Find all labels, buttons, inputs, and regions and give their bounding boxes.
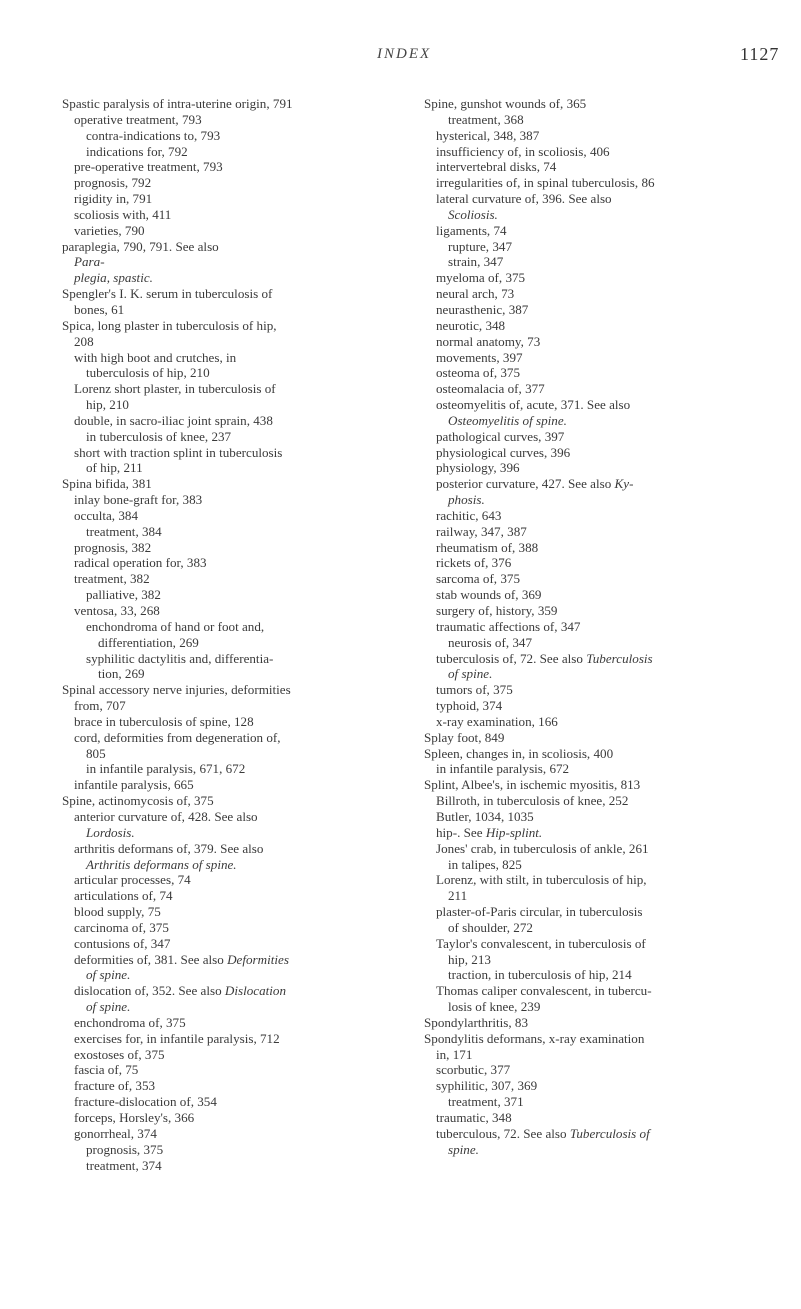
index-entry-text: treatment, 382 (74, 571, 150, 587)
index-entry (62, 682, 368, 698)
index-entry (424, 619, 734, 635)
index-entry (62, 936, 368, 952)
index-entry-text: fascia of, 75 (74, 1062, 139, 1078)
index-entry-text: Thomas caliper convalescent, in tubercu- (436, 983, 652, 999)
index-entry-text: osteomyelitis of, acute, 371. See also (436, 397, 631, 413)
index-entry (62, 476, 368, 492)
index-entry-text: forceps, Horsley's, 366 (74, 1110, 195, 1125)
index-entry (62, 571, 368, 587)
index-entry (424, 492, 734, 508)
index-entry (424, 1047, 734, 1063)
index-entry (424, 128, 734, 144)
index-entry-text: neurosis of, 347 (448, 634, 533, 650)
index-entry (62, 254, 368, 270)
index-entry-text: blood supply, 75 (74, 904, 161, 920)
index-entry-text: stab wounds of, 369 (436, 587, 542, 603)
index-entry-text: fracture of, 353 (74, 1078, 156, 1094)
index-entry-text: arthritis deformans of, 379. See also (74, 840, 264, 856)
index-entry-text: double, in sacro-iliac joint sprain, 438 (74, 412, 273, 428)
index-entry (424, 175, 734, 191)
index-entry (424, 144, 734, 160)
index-entry-text: scorbutic, 377 (436, 1062, 511, 1078)
index-entry (424, 1126, 734, 1142)
index-entry-text: exercises for, in infantile paralysis, 712 (74, 1030, 280, 1046)
index-entry (62, 96, 368, 112)
index-entry (424, 904, 734, 920)
index-entry-text: treatment, 368 (448, 111, 524, 127)
index-entry (424, 571, 734, 587)
index-entry (424, 1062, 734, 1078)
index-entry (62, 920, 368, 936)
index-entry-text: dislocation of, 352. See also (74, 983, 225, 999)
index-entry (62, 1110, 368, 1126)
index-entry (424, 397, 734, 413)
index-entry (424, 555, 734, 571)
index-entry-reference: Tuberculosis (586, 650, 653, 666)
index-entry (62, 904, 368, 920)
index-entry-text: syphilitic dactylitis and, differentia- (86, 650, 274, 666)
index-entry (62, 159, 368, 175)
index-entry-text: Jones' crab, in tuberculosis of ankle, 261 (436, 840, 649, 856)
index-entry (424, 318, 734, 334)
index-entry (424, 952, 734, 968)
index-entry (62, 1094, 368, 1110)
index-entry-reference: phosis. (448, 492, 485, 508)
index-entry-reference: Para- (74, 254, 105, 270)
index-entry-text: rigidity in, 791 (74, 191, 153, 207)
index-entry (424, 872, 734, 888)
index-entry (62, 714, 368, 730)
index-entry (62, 318, 368, 334)
index-entry (424, 223, 734, 239)
index-entry (62, 223, 368, 239)
index-entry-text: prognosis, 375 (86, 1141, 164, 1157)
index-entry-text: physiological curves, 396 (436, 444, 571, 460)
index-entry (424, 96, 734, 112)
index-entry-reference: Tuberculosis of (569, 1125, 650, 1141)
index-entry (424, 730, 734, 746)
index-entry-text: occulta, 384 (74, 507, 138, 523)
index-entry-reference: Scoliosis. (448, 206, 498, 222)
index-entry-text: rheumatism of, 388 (436, 539, 539, 555)
index-entry (62, 334, 368, 350)
index-entry-text: in infantile paralysis, 672 (436, 761, 570, 777)
index-column-left (62, 96, 368, 1173)
index-entry (424, 191, 734, 207)
index-entry (424, 587, 734, 603)
index-entry-text: exostoses of, 375 (74, 1046, 165, 1062)
index-entry-reference: Lordosis. (86, 824, 135, 840)
index-entry (62, 207, 368, 223)
index-entry-text: posterior curvature, 427. See also (436, 476, 615, 492)
index-entry (62, 413, 368, 429)
index-entry (424, 841, 734, 857)
index-entry-text: Spinal accessory nerve injuries, deformities (62, 682, 291, 698)
index-entry (424, 682, 734, 698)
index-entry (424, 429, 734, 445)
index-entry (62, 445, 368, 461)
index-entry (62, 492, 368, 508)
index-entry (62, 144, 368, 160)
index-entry (424, 714, 734, 730)
index-entry-text: indications for, 792 (86, 143, 188, 159)
index-entry (424, 651, 734, 667)
index-entry-text: syphilitic, 307, 369 (436, 1078, 538, 1094)
index-entry (62, 967, 368, 983)
index-entry-text: hip-. See (436, 824, 486, 840)
index-entry-text: operative treatment, 793 (74, 111, 202, 127)
index-entry (62, 191, 368, 207)
index-entry-text: insufficiency of, in scoliosis, 406 (436, 143, 610, 159)
index-entry-reference: of spine. (86, 967, 131, 983)
index-entry-text: scoliosis with, 411 (74, 206, 172, 222)
index-entry (62, 397, 368, 413)
index-entry (424, 999, 734, 1015)
index-entry-text: Spondylarthritis, 83 (424, 1014, 529, 1030)
index-entry (424, 761, 734, 777)
index-entry-text: treatment, 374 (86, 1157, 162, 1173)
index-entry (424, 857, 734, 873)
index-entry (62, 983, 368, 999)
index-entry (424, 445, 734, 461)
index-entry-text: contusions of, 347 (74, 935, 171, 951)
index-entry-text: treatment, 384 (86, 523, 162, 539)
index-entry (424, 746, 734, 762)
index-entry-text: prognosis, 792 (74, 175, 152, 191)
index-entry (62, 746, 368, 762)
index-entry (424, 1031, 734, 1047)
index-entry-text: in talipes, 825 (448, 856, 522, 872)
index-entry-text: varieties, 790 (74, 222, 145, 238)
index-entry-text: irregularities of, in spinal tuberculosis, 86 (436, 175, 655, 191)
index-entry (62, 286, 368, 302)
index-entry (62, 635, 368, 651)
index-entry-text: Splint, Albee's, in ischemic myositis, 813 (424, 777, 641, 793)
index-entry-text: ligaments, 74 (436, 222, 507, 238)
index-entry (424, 635, 734, 651)
index-entry (62, 857, 368, 873)
index-entry-text: Taylor's convalescent, in tuberculosis of (436, 935, 646, 951)
index-entry-text: palliative, 382 (86, 587, 161, 603)
index-entry (62, 999, 368, 1015)
index-entry-text: Spine, gunshot wounds of, 365 (424, 96, 587, 111)
index-entry-text: articular processes, 74 (74, 872, 191, 888)
index-entry-text: strain, 347 (448, 254, 504, 270)
index-entry-reference: Deformities (227, 951, 289, 967)
index-entry-text: Spondylitis deformans, x-ray examination (424, 1030, 645, 1046)
index-entry-text: bones, 61 (74, 301, 125, 317)
index-entry (424, 508, 734, 524)
index-entry-text: from, 707 (74, 698, 126, 714)
index-entry (424, 239, 734, 255)
index-entry (424, 936, 734, 952)
index-entry-text: infantile paralysis, 665 (74, 777, 194, 793)
index-entry (424, 460, 734, 476)
index-entry-text: radical operation for, 383 (74, 555, 207, 571)
index-entry-text: hip, 210 (86, 397, 129, 413)
index-entry-text: tion, 269 (98, 666, 145, 682)
index-entry-text: in, 171 (436, 1046, 473, 1062)
index-entry (62, 651, 368, 667)
index-entry (62, 175, 368, 191)
index-entry-text: neurasthenic, 387 (436, 301, 529, 317)
index-entry (62, 1158, 368, 1174)
index-entry (424, 967, 734, 983)
index-entry (424, 1142, 734, 1158)
index-entry (62, 350, 368, 366)
index-entry (62, 730, 368, 746)
index-entry (424, 381, 734, 397)
index-entry (424, 920, 734, 936)
index-entry-text: losis of knee, 239 (448, 999, 541, 1015)
index-entry-text: typhoid, 374 (436, 698, 503, 714)
index-entry-text: prognosis, 382 (74, 539, 152, 555)
index-entry (62, 825, 368, 841)
index-entry-text: articulations of, 74 (74, 888, 173, 904)
index-entry-text: Butler, 1034, 1035 (436, 808, 534, 824)
index-entry-text: Spleen, changes in, in scoliosis, 400 (424, 745, 614, 761)
index-entry (62, 603, 368, 619)
index-entry-text: x-ray examination, 166 (436, 713, 558, 729)
index-entry-text: pathological curves, 397 (436, 428, 565, 444)
index-entry (62, 841, 368, 857)
index-entry-text: paraplegia, 790, 791. See also (62, 238, 222, 254)
index-entry-text: treatment, 371 (448, 1094, 524, 1110)
index-entry-text: in infantile paralysis, 671, 672 (86, 761, 246, 777)
index-entry (62, 666, 368, 682)
index-entry-text: Spica, long plaster in tuberculosis of hip, (62, 317, 277, 333)
index-entry (62, 540, 368, 556)
index-entry-text: 211 (448, 888, 468, 904)
index-column-right (424, 96, 734, 1158)
index-entry-text: rupture, 347 (448, 238, 512, 254)
index-entry-text: tumors of, 375 (436, 682, 513, 698)
index-entry-text: Billroth, in tuberculosis of knee, 252 (436, 793, 629, 809)
index-entry-text: Splay foot, 849 (424, 729, 505, 745)
index-entry-reference: of spine. (448, 666, 493, 682)
index-entry (62, 1015, 368, 1031)
index-entry (62, 302, 368, 318)
index-entry-text: neural arch, 73 (436, 286, 515, 302)
index-entry (424, 698, 734, 714)
index-entry (424, 286, 734, 302)
index-entry-reference: Dislocation (224, 983, 287, 999)
index-entry (424, 524, 734, 540)
index-entry (62, 128, 368, 144)
index-entry (62, 1126, 368, 1142)
index-entry-text: plaster-of-Paris circular, in tuberculosis (436, 904, 643, 920)
index-entry (424, 334, 734, 350)
index-entry (62, 793, 368, 809)
index-entry-text: osteomalacia of, 377 (436, 381, 545, 397)
index-entry (424, 983, 734, 999)
index-entry (424, 1015, 734, 1031)
index-entry (62, 524, 368, 540)
index-entry-text: enchondroma of, 375 (74, 1014, 186, 1030)
index-entry-text: fracture-dislocation of, 354 (74, 1094, 217, 1110)
index-entry (62, 555, 368, 571)
index-entry-text: neurotic, 348 (436, 317, 506, 333)
index-entry-text: of shoulder, 272 (448, 919, 533, 935)
index-entry-text: osteoma of, 375 (436, 365, 521, 381)
running-head: INDEX (377, 46, 432, 62)
index-entry (62, 809, 368, 825)
index-entry-text: short with traction splint in tuberculosis (74, 444, 283, 460)
index-entry-text: lateral curvature of, 396. See also (436, 191, 612, 207)
index-entry (424, 825, 734, 841)
index-entry (424, 112, 734, 128)
index-entry (62, 888, 368, 904)
index-entry (62, 1142, 368, 1158)
index-entry (62, 239, 368, 255)
index-entry-reference: plegia, spastic. (74, 270, 153, 286)
index-entry-text: traumatic affections of, 347 (436, 618, 581, 634)
index-entry-text: in tuberculosis of knee, 237 (86, 428, 232, 444)
index-entry-text: Spina bifida, 381 (62, 476, 152, 492)
index-entry (62, 508, 368, 524)
index-entry (62, 698, 368, 714)
index-entry-text: sarcoma of, 375 (436, 571, 520, 587)
index-entry-text: enchondroma of hand or foot and, (86, 618, 265, 634)
index-entry-reference: spine. (448, 1141, 479, 1157)
index-entry-text: inlay bone-graft for, 383 (74, 492, 203, 508)
index-entry-text: tuberculosis of hip, 210 (86, 365, 210, 381)
index-entry (424, 809, 734, 825)
index-entry-text: 208 (74, 333, 94, 349)
index-entry-text: of hip, 211 (86, 460, 143, 476)
index-entry-text: hysterical, 348, 387 (436, 127, 540, 143)
index-entry (62, 381, 368, 397)
index-entry (424, 413, 734, 429)
index-entry (62, 761, 368, 777)
index-entry (424, 302, 734, 318)
index-entry (62, 270, 368, 286)
index-entry (424, 350, 734, 366)
index-entry-text: with high boot and crutches, in (74, 349, 237, 365)
index-entry-text: ventosa, 33, 268 (74, 603, 160, 618)
index-entry-text: gonorrheal, 374 (74, 1125, 157, 1141)
index-entry-text: tuberculosis of, 72. See also (436, 650, 587, 666)
index-entry-reference: Ky- (614, 476, 634, 492)
index-entry (424, 603, 734, 619)
index-entry-reference: of spine. (86, 999, 131, 1015)
index-entry (424, 270, 734, 286)
index-entry-reference: Hip-splint. (485, 824, 543, 840)
index-entry (424, 254, 734, 270)
index-entry (62, 1062, 368, 1078)
index-entry-text: traumatic, 348 (436, 1110, 512, 1125)
index-entry-reference: Osteomyelitis of spine. (448, 412, 567, 428)
index-entry (424, 1094, 734, 1110)
index-entry-text: pre-operative treatment, 793 (74, 159, 223, 175)
index-entry (424, 159, 734, 175)
index-entry-text: Spengler's I. K. serum in tuberculosis of (62, 286, 273, 302)
index-entry-text: brace in tuberculosis of spine, 128 (74, 713, 254, 729)
index-entry-text: movements, 397 (436, 349, 523, 365)
index-entry-text: Spastic paralysis of intra-uterine origin, 791 (62, 96, 293, 111)
index-entry (62, 112, 368, 128)
index-entry-text: traction, in tuberculosis of hip, 214 (448, 967, 632, 983)
index-entry-text: myeloma of, 375 (436, 270, 526, 286)
index-entry-text: Lorenz, with stilt, in tuberculosis of hip, (436, 872, 647, 888)
index-entry-text: Spine, actinomycosis of, 375 (62, 793, 214, 809)
index-entry-text: Lorenz short plaster, in tuberculosis of (74, 381, 276, 397)
index-entry-text: 805 (86, 745, 106, 761)
index-entry (62, 872, 368, 888)
index-entry (424, 1110, 734, 1126)
index-entry (62, 1031, 368, 1047)
index-entry (424, 207, 734, 223)
page-number: 1127 (740, 44, 780, 64)
index-entry-reference: Arthritis deformans of spine. (86, 856, 237, 872)
index-entry (424, 1078, 734, 1094)
index-entry (424, 666, 734, 682)
index-entry-text: tuberculous, 72. See also (436, 1125, 570, 1141)
index-entry (62, 365, 368, 381)
index-entry-text: anterior curvature of, 428. See also (74, 808, 258, 824)
index-entry (424, 793, 734, 809)
index-entry (62, 1047, 368, 1063)
index-entry (62, 619, 368, 635)
index-entry (424, 777, 734, 793)
index-entry-text: physiology, 396 (436, 460, 520, 476)
index-entry-text: railway, 347, 387 (436, 523, 527, 539)
index-entry-text: cord, deformities from degeneration of, (74, 729, 281, 745)
index-entry-text: contra-indications to, 793 (86, 127, 221, 143)
index-entry-text: rickets of, 376 (436, 555, 512, 571)
index-entry-text: hip, 213 (448, 951, 491, 967)
index-entry-text: differentiation, 269 (98, 634, 199, 650)
index-entry (62, 587, 368, 603)
index-entry (424, 365, 734, 381)
index-entry (62, 777, 368, 793)
index-entry (424, 540, 734, 556)
index-entry-text: carcinoma of, 375 (74, 919, 169, 935)
index-entry-text: rachitic, 643 (436, 507, 502, 523)
index-entry-text: surgery of, history, 359 (436, 603, 558, 618)
index-entry (62, 460, 368, 476)
index-entry-text: deformities of, 381. See also (74, 951, 228, 967)
index-entry-text: normal anatomy, 73 (436, 333, 541, 349)
index-entry (62, 1078, 368, 1094)
index-entry (62, 429, 368, 445)
index-entry (62, 952, 368, 968)
index-entry-text: intervertebral disks, 74 (436, 159, 557, 175)
index-entry (424, 888, 734, 904)
index-entry (424, 476, 734, 492)
